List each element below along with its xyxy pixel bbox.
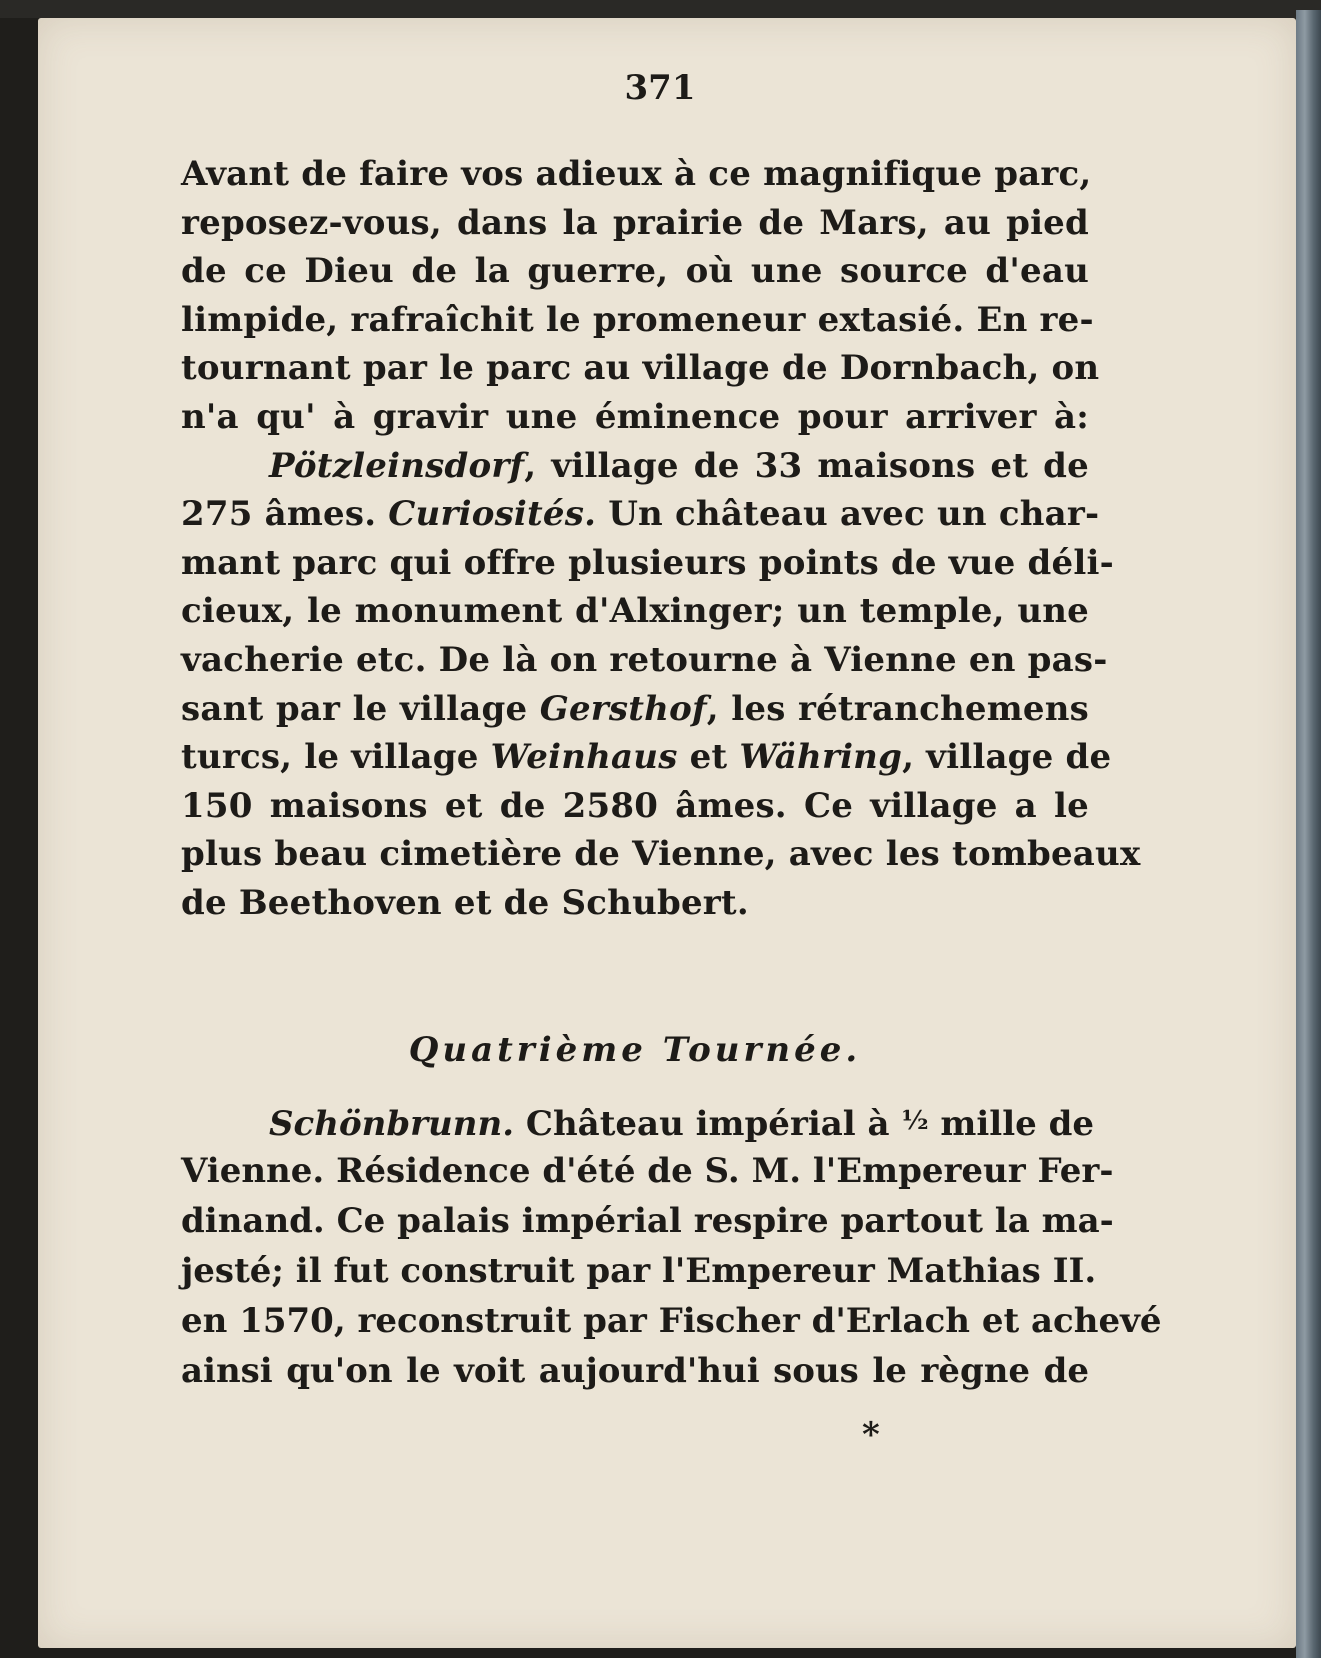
section-heading: Quatrième Tournée. <box>408 1030 862 1070</box>
text-line: vacherie etc. De là on retourne à Vienne en pas- <box>181 639 1108 680</box>
text-line: 150 maisons et de 2580 âmes. Ce village a le <box>181 785 1089 826</box>
text-line <box>181 685 1089 734</box>
place-name: Gersthof <box>539 688 707 729</box>
text-fragment: , village de <box>902 737 1112 778</box>
signature-mark: * <box>862 1415 880 1455</box>
book-fore-edge <box>1296 10 1321 1658</box>
place-name: Pötzleinsdorf <box>269 445 525 486</box>
text-line: mant parc qui offre plusieurs points de vue déli- <box>181 542 1114 583</box>
text-line: en 1570, reconstruit par Fischer d'Erlach et achevé <box>181 1301 1162 1341</box>
place-name: Weinhaus <box>490 737 678 778</box>
text-fragment: et <box>689 737 728 778</box>
text-line: tournant par le parc au village de Dornbach, on <box>181 348 1100 389</box>
text-line: de Beethoven et de Schubert. <box>181 882 749 923</box>
text-line: dinand. Ce palais impérial respire partout la ma- <box>181 1201 1114 1241</box>
body-text-lower <box>181 1096 1162 1396</box>
text-fragment: turcs, le village <box>181 737 479 778</box>
text-line: Vienne. Résidence d'été de S. M. l'Empereur Fer- <box>181 1151 1114 1191</box>
text-fragment: , les rétranchemens <box>706 688 1089 729</box>
text-line: limpide, rafraîchit le promeneur extasié. En re- <box>181 299 1094 340</box>
page-number: 371 <box>624 68 696 108</box>
text-line <box>181 490 1100 539</box>
text-line: jesté; il fut construit par l'Empereur Mathias II. <box>181 1251 1097 1291</box>
text-line: reposez-vous, dans la prairie de Mars, au pied <box>181 202 1089 243</box>
text-line <box>181 733 1112 782</box>
place-name: Schönbrunn. <box>269 1104 515 1144</box>
text-fragment: Château impérial à <box>525 1104 890 1144</box>
place-name: Währing <box>739 737 903 778</box>
text-line: cieux, le monument d'Alxinger; un temple, une <box>181 591 1089 632</box>
text-line: ainsi qu'on le voit aujourd'hui sous le règne de <box>181 1351 1089 1391</box>
text-line <box>181 1096 1095 1146</box>
text-line: de ce Dieu de la guerre, où une source d'eau <box>181 251 1089 292</box>
scan-top-edge <box>0 0 1321 18</box>
text-fragment: , village de 33 maisons et de <box>524 445 1089 486</box>
text-fragment: sant par le village <box>181 688 528 729</box>
text-fragment: 275 âmes. <box>181 494 377 535</box>
fraction: ½ <box>901 1106 929 1136</box>
body-text-upper <box>181 150 1141 928</box>
text-line: n'a qu' à gravir une éminence pour arriver à: <box>181 396 1089 437</box>
text-line <box>181 442 1089 491</box>
text-fragment: mille de <box>940 1104 1095 1144</box>
section-label: Curiosités. <box>388 494 597 535</box>
text-line: plus beau cimetière de Vienne, avec les tombeaux <box>181 834 1141 875</box>
text-line: Avant de faire vos adieux à ce magnifique parc, <box>181 154 1092 194</box>
text-fragment: Un château avec un char- <box>608 494 1100 535</box>
